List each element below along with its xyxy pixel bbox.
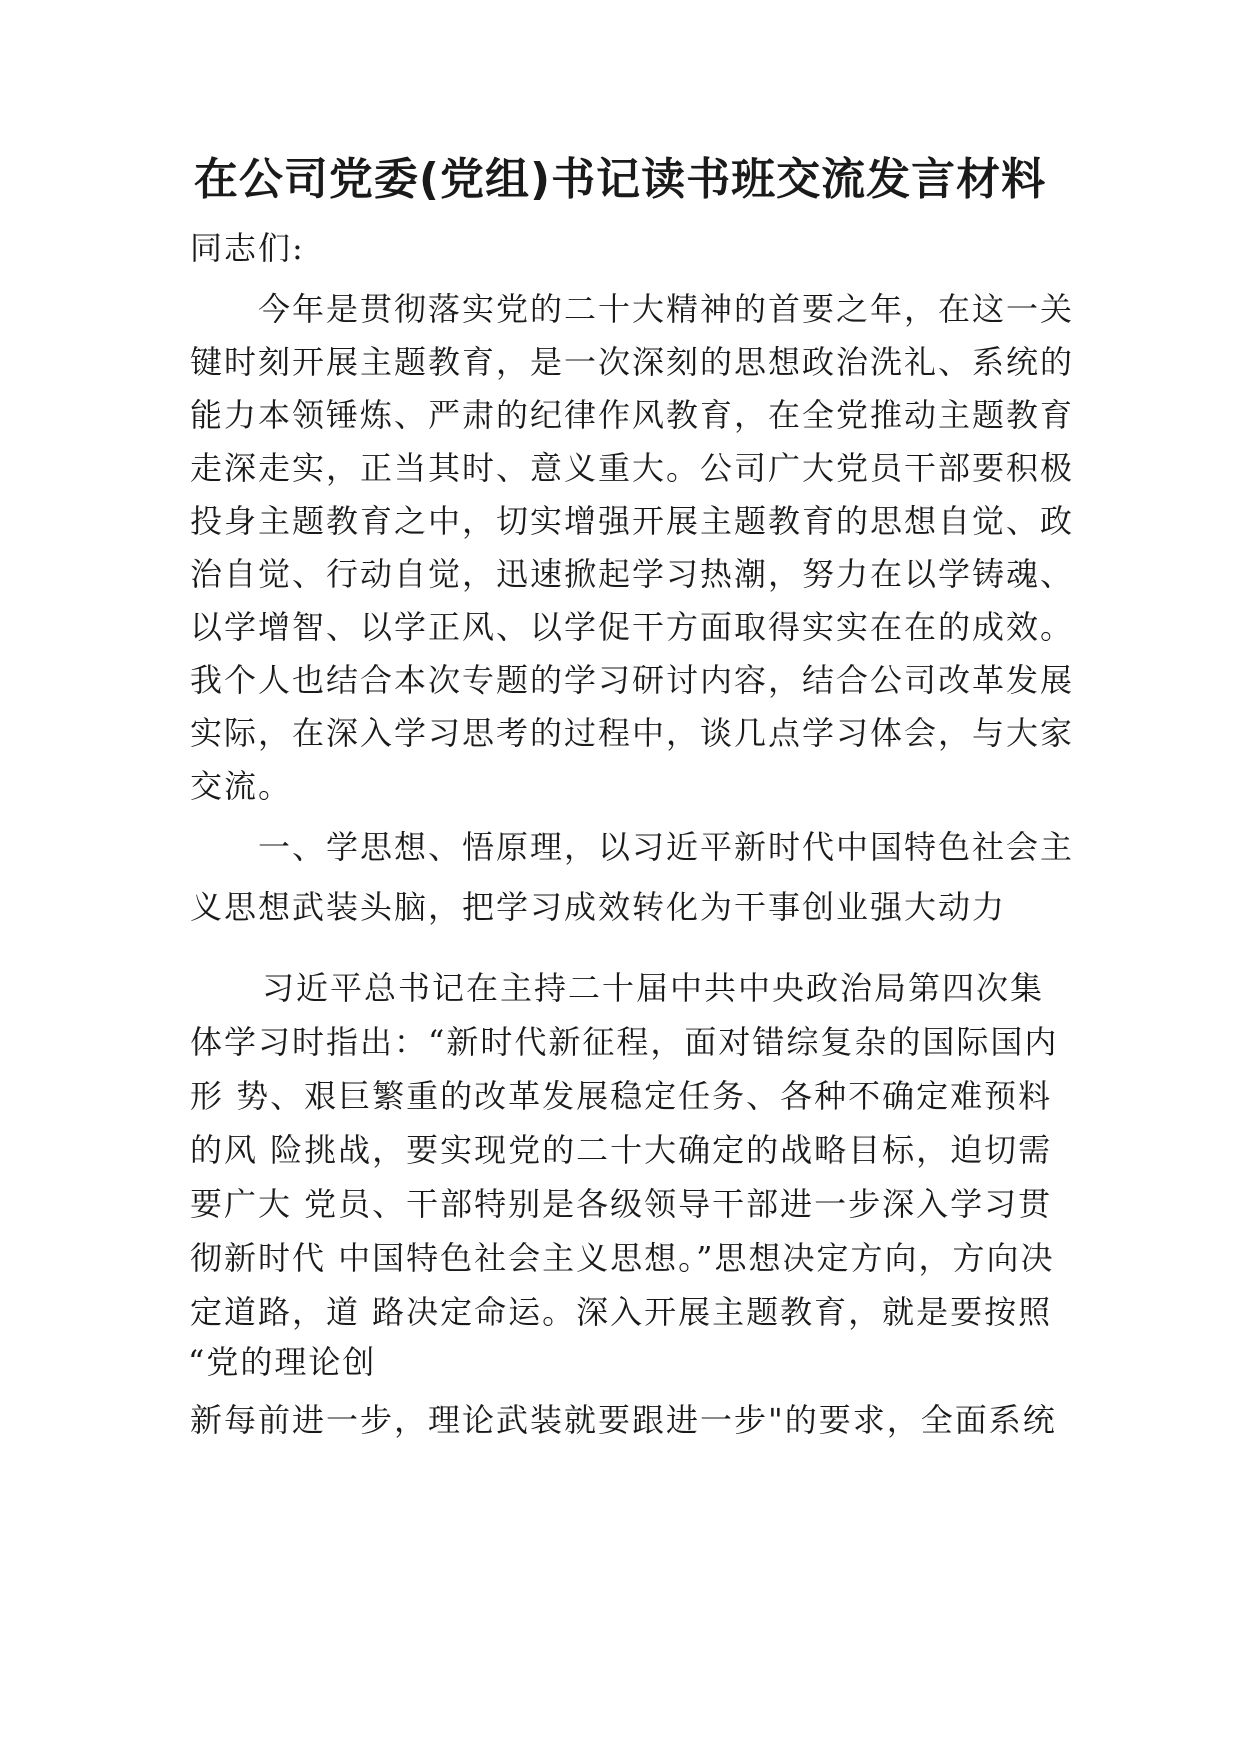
paragraph-2-line-3: 形 势、艰巨繁重的改革发展稳定任务、各种不确定难预料 — [190, 1077, 1053, 1115]
paragraph-2-line-8: “党的理论创 — [188, 1343, 377, 1381]
paragraph-1-line-9: 实际，在深入学习思考的过程中，谈几点学习体会，与大家 — [190, 714, 1075, 752]
section-heading-1-line-1: 一、学思想、悟原理，以习近平新时代中国特色社会主 — [258, 828, 1075, 866]
paragraph-2-line-2: 体学习时指出：“新时代新征程，面对错综复杂的国际国内 — [190, 1023, 1059, 1061]
paragraph-2-line-4: 的风 险挑战，要实现党的二十大确定的战略目标，迫切需 — [190, 1131, 1053, 1169]
paragraph-1-line-2: 键时刻开展主题教育，是一次深刻的思想政治洗礼、系统的 — [190, 343, 1075, 381]
paragraph-1-line-8: 我个人也结合本次专题的学习研讨内容，结合公司改革发展 — [190, 661, 1075, 699]
paragraph-1-line-7: 以学增智、以学正风、以学促干方面取得实实在在的成效。 — [190, 608, 1075, 646]
paragraph-2-line-1: 习近平总书记在主持二十届中共中央政治局第四次集 — [262, 969, 1045, 1007]
paragraph-1-line-1: 今年是贯彻落实党的二十大精神的首要之年，在这一关 — [258, 290, 1075, 328]
section-heading-1-line-2: 义思想武装头脑，把学习成效转化为干事创业强大动力 — [190, 888, 1007, 926]
paragraph-2-line-9: 新每前进一步，理论武装就要跟进一步"的要求，全面系统 — [190, 1401, 1057, 1439]
paragraph-1-line-6: 治自觉、行动自觉，迅速掀起学习热潮，努力在以学铸魂、 — [190, 555, 1075, 593]
paragraph-2-line-7: 定道路，道 路决定命运。深入开展主题教育，就是要按照 — [190, 1293, 1053, 1331]
paragraph-1-line-10: 交流。 — [190, 767, 293, 805]
salutation: 同志们: — [190, 229, 305, 267]
paragraph-1-line-3: 能力本领锤炼、严肃的纪律作风教育，在全党推动主题教育 — [190, 396, 1075, 434]
paragraph-1-line-5: 投身主题教育之中，切实增强开展主题教育的思想自觉、政 — [190, 502, 1075, 540]
paragraph-2-line-5: 要广大 党员、干部特别是各级领导干部进一步深入学习贯 — [190, 1185, 1053, 1223]
paragraph-2-line-6: 彻新时代 中国特色社会主义思想。”思想决定方向，方向决 — [190, 1239, 1055, 1277]
document-title: 在公司党委(党组)书记读书班交流发言材料 — [193, 154, 1047, 205]
paragraph-1-line-4: 走深走实，正当其时、意义重大。公司广大党员干部要积极 — [190, 449, 1075, 487]
